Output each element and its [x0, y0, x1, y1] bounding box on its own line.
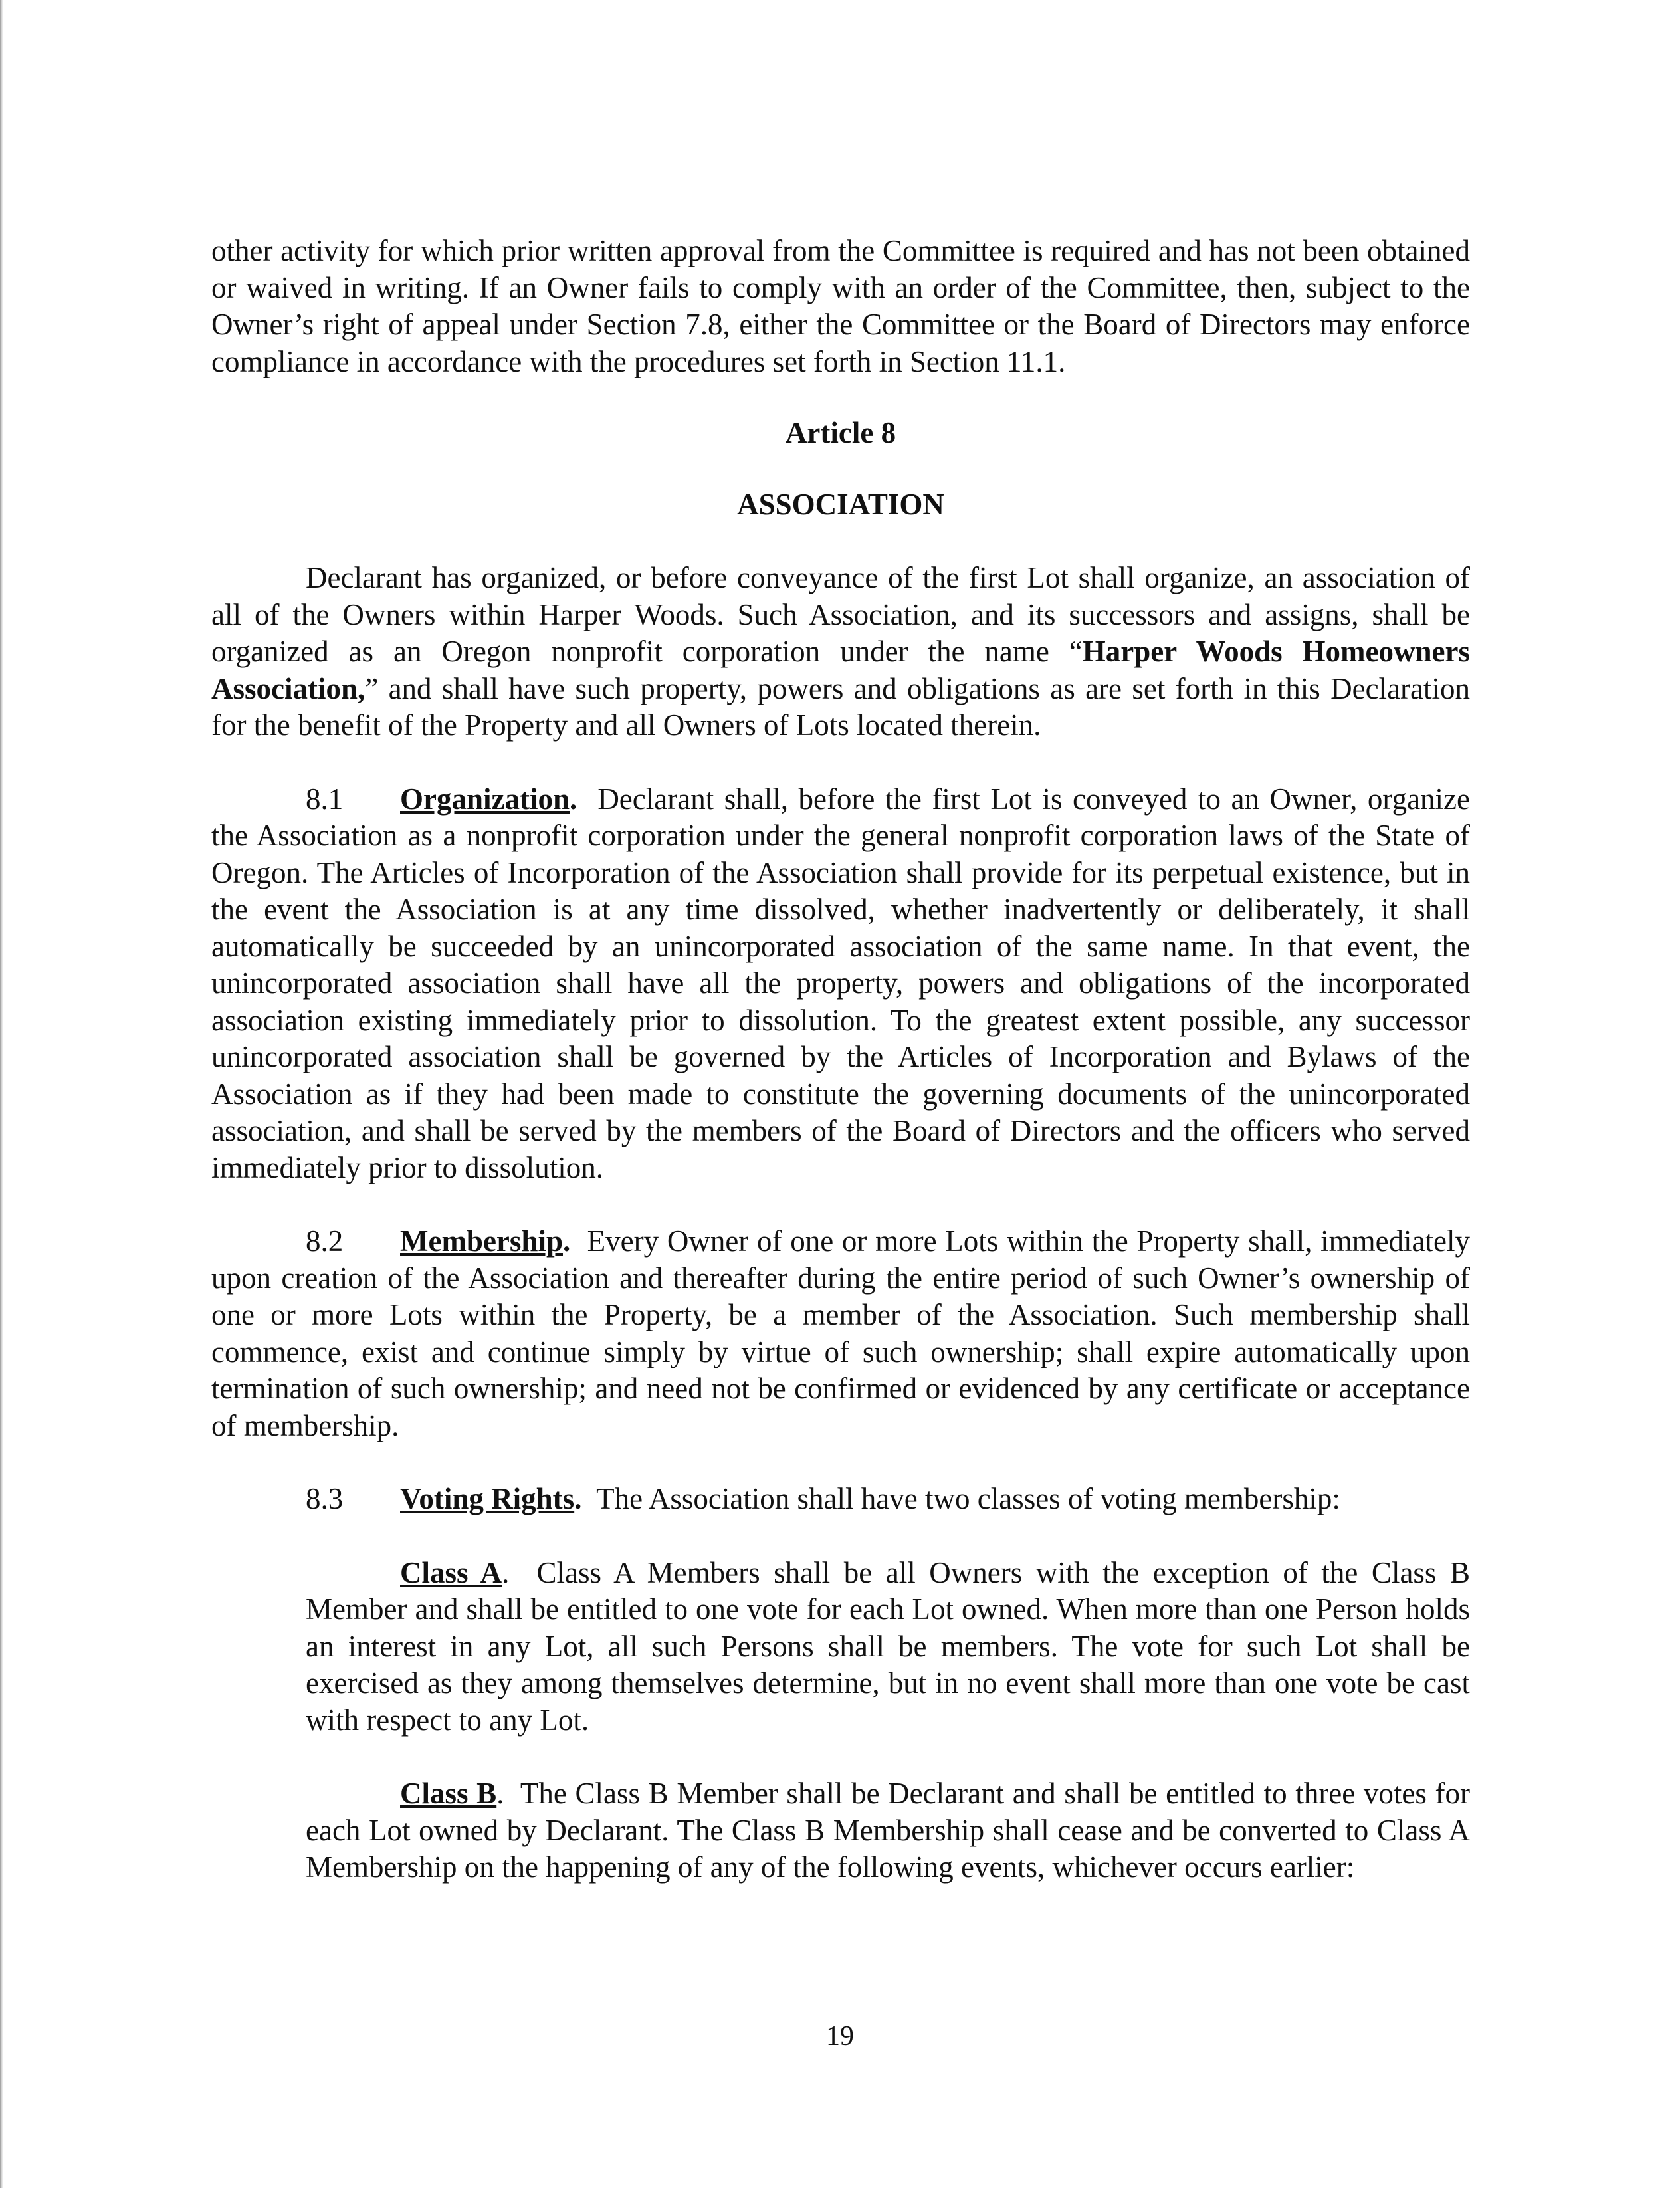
section-voting-rights: 8.3 Voting Rights. The Association shall have two classes of voting membership:	[211, 1481, 1470, 1518]
class-body: Class A Members shall be all Owners with the exception of the Class B Member and shall be entitled to one vote for each Lot owned. When more than one Person holds an interest in any Lot, all such Persons shall be members. The vote for such Lot shall be exercised as they among themselves determine, but in no event shall more than one vote be cast with respect to any Lot.	[306, 1555, 1471, 1737]
section-body: Every Owner of one or more Lots within the Property shall, immediately upon creation of the Association and thereafter during the entire period of such Owner’s ownership of one or more Lots within the Property, be a member of the Association. Such membership shall commence, exist and continue simply by virtue of such ownership; shall expire automatically upon termination of such ownership; and need not be confirmed or evidenced by any certificate or acceptance of membership.	[211, 1224, 1470, 1442]
section-body: Declarant shall, before the first Lot is conveyed to an Owner, organize the Association as a nonprofit corporation under the general nonprofit corporation laws of the State of Oregon. The Articles of Incorporation of the Association shall provide for its perpetual existence, but in the event the Association is at any time dissolved, whether inadvertently or deliberately, it shall automatically be succeeded by an unincorporated association of the same name. In that event, the unincorporated association shall have all the property, powers and obligations of the incorporated association existing immediately prior to dissolution. To the greatest extent possible, any successor unincorporated association shall be governed by the Articles of Incorporation and Bylaws of the Association as if they had been made to constitute the governing documents of the unincorporated association, and shall be served by the members of the Board of Directors and the officers who served immediately prior to dissolution.	[211, 782, 1471, 1184]
association-name: Harper Woods Homeowners Association,	[211, 635, 1470, 705]
class-title: Class A	[400, 1555, 502, 1589]
article-heading: Article 8	[785, 416, 896, 449]
document-page	[211, 233, 1470, 1886]
association-paragraph	[211, 560, 1470, 744]
class-title: Class B	[400, 1777, 497, 1810]
section-number: 8.2	[306, 1224, 344, 1258]
section-body: The Association shall have two classes of voting membership:	[596, 1482, 1340, 1515]
article-title: ASSOCIATION	[737, 487, 944, 521]
association-text-after: ” and shall have such property, powers and obligations as are set forth in this Declaration for the benefit of the Property and all Owners of Lots located therein.	[211, 671, 1470, 742]
section-number: 8.1	[306, 782, 344, 816]
association-text-before: Declarant has organized, or before conveyance of the first Lot shall organize, an association of all of the Owners within Harper Woods. Such Association, and its successors and assigns, shall be organized as an Oregon nonprofit corporation under the name “	[211, 561, 1470, 668]
section-organization: 8.1 Organization. Declarant shall, before the first Lot is conveyed to an Owner, organize the Association as a nonprofit corporation under the general nonprofit corporation laws of the State of Oregon. The Articles of Incorporation of the Association shall provide for its perpetual existence, but in the event the Association is at any time dissolved, whether inadvertently or deliberately, it shall automatically be succeeded by an unincorporated association of the same name. In that event, the unincorporated association shall have all the property, powers and obligations of the incorporated association existing immediately prior to dissolution. To the greatest extent possible, any successor unincorporated association shall be governed by the Articles of Incorporation and Bylaws of the Association as if they had been made to constitute the governing documents of the unincorporated association, and shall be served by the members of the Board of Directors and the officers who served immediately prior to dissolution.	[211, 782, 1471, 1184]
page-number: 19	[826, 2021, 854, 2052]
section-title: Voting Rights	[400, 1482, 575, 1515]
class-a-paragraph: Class A. Class A Members shall be all Owners with the exception of the Class B Member and shall be entitled to one vote for each Lot owned. When more than one Person holds an interest in any Lot, all such Persons shall be members. The vote for such Lot shall be exercised as they among themselves determine, but in no event shall more than one vote be cast with respect to any Lot.	[306, 1555, 1471, 1737]
section-title: Organization	[400, 782, 570, 816]
class-b-paragraph: Class B. The Class B Member shall be Declarant and shall be entitled to three votes for each Lot owned by Declarant. The Class B Membership shall cease and be converted to Class A Membership on the happening of any of the following events, whichever occurs earlier:	[306, 1777, 1470, 1884]
scan-edge	[0, 0, 3, 2188]
section-membership: 8.2 Membership. Every Owner of one or more Lots within the Property shall, immediately upon creation of the Association and thereafter during the entire period of such Owner’s ownership of one or more Lots within the Property, be a member of the Association. Such membership shall commence, exist and continue simply by virtue of such ownership; shall expire automatically upon termination of such ownership; and need not be confirmed or evidenced by any certificate or acceptance of membership.	[211, 1224, 1470, 1442]
intro-paragraph: other activity for which prior written approval from the Committee is required and has not been obtained or waived in writing. If an Owner fails to comply with an order of the Committee, then, subject to the Owner’s right of appeal under Section 7.8, either the Committee or the Board of Directors may enforce compliance in accordance with the procedures set forth in Section 11.1.	[211, 234, 1470, 378]
section-number: 8.3	[306, 1482, 344, 1515]
class-body: The Class B Member shall be Declarant and shall be entitled to three votes for each Lot owned by Declarant. The Class B Membership shall cease and be converted to Class A Membership on the happening of any of the following events, whichever occurs earlier:	[306, 1777, 1470, 1884]
section-title: Membership	[400, 1224, 563, 1258]
